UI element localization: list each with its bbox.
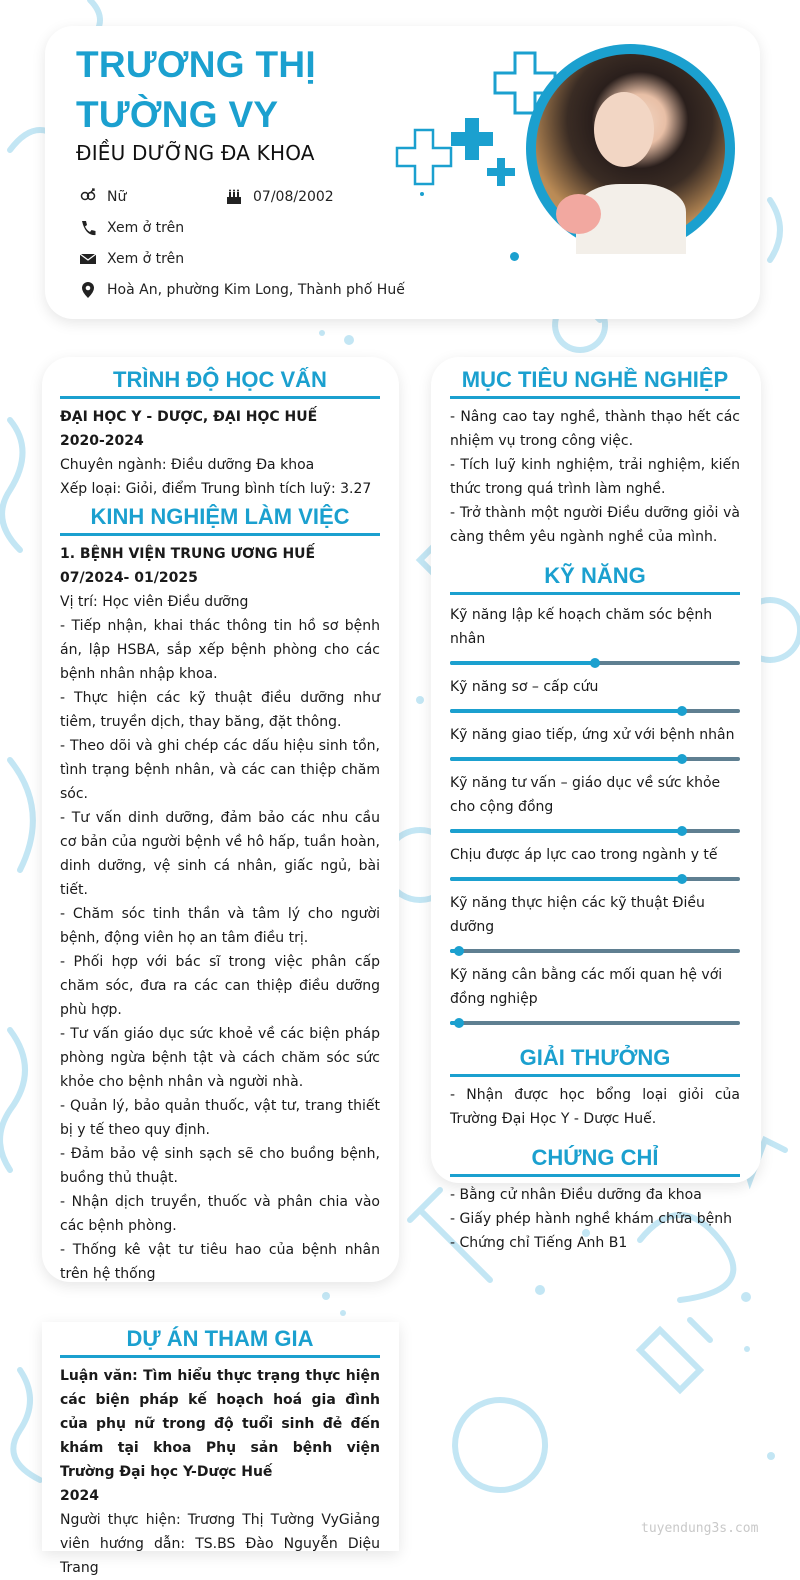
education-school: ĐẠI HỌC Y - DƯỢC, ĐẠI HỌC HUẾ xyxy=(60,409,318,425)
education-grade: Xếp loại: Giỏi, điểm Trung bình tích luỹ: 3.27 xyxy=(60,481,372,497)
location-pin-icon xyxy=(79,281,97,299)
avatar xyxy=(526,44,735,253)
experience-item: - Quản lý, bảo quản thuốc, vật tư, trang thiết bị y tế theo quy định. xyxy=(60,1098,380,1138)
objective-item: - Tích luỹ kinh nghiệm, trải nghiệm, kiến thức trong quá trình làm nghề. xyxy=(450,457,740,497)
name-line-2: TƯỜNG VY xyxy=(76,94,279,135)
skill-item xyxy=(450,963,740,1025)
skill-item xyxy=(450,891,740,953)
skill-level-knob xyxy=(454,946,464,956)
skill-item xyxy=(450,675,740,713)
experience-item: - Tiếp nhận, khai thác thông tin hồ sơ bệnh án, lập HSBA, sắp xếp bệnh phòng cho các bệnh nhân nhập khoa. xyxy=(60,618,380,682)
project-year: 2024 xyxy=(60,1488,99,1504)
skill-label: Kỹ năng sơ – cấp cứu xyxy=(450,679,599,695)
skill-level-knob xyxy=(677,706,687,716)
phone-icon xyxy=(79,219,97,237)
skill-level-knob xyxy=(590,658,600,668)
skill-item xyxy=(450,843,740,881)
skill-level-bar xyxy=(450,757,740,761)
experience-title: KINH NGHIỆM LÀM VIỆC xyxy=(60,504,380,536)
skill-level-bar xyxy=(450,877,740,881)
email-value[interactable]: Xem ở trên xyxy=(107,251,185,267)
address-row xyxy=(79,281,405,299)
skills-title: KỸ NĂNG xyxy=(450,563,740,595)
objective-title: MỤC TIÊU NGHỀ NGHIỆP xyxy=(450,367,740,399)
experience-item: - Nhận dịch truyền, thuốc và phân chia vào các bệnh phòng. xyxy=(60,1194,380,1234)
skill-label: Kỹ năng lập kế hoạch chăm sóc bệnh nhân xyxy=(450,607,713,647)
skill-item xyxy=(450,603,740,665)
certificates-title: CHỨNG CHỈ xyxy=(450,1145,740,1177)
education-major: Chuyên ngành: Điều dưỡng Đa khoa xyxy=(60,457,315,473)
experience-position: Vị trí: Học viên Điều dưỡng xyxy=(60,594,249,610)
experience-item: - Chăm sóc tinh thần và tâm lý cho người bệnh, động viên họ an tâm điều trị. xyxy=(60,906,380,946)
experience-item: - Tư vấn dinh dưỡng, đảm bảo các nhu cầu cơ bản của người bệnh về hô hấp, tuần hoàn, dinh dưỡng, vệ sinh cá nhân, giấc ngủ, bài tiết. xyxy=(60,810,380,898)
education-years: 2020-2024 xyxy=(60,433,144,449)
skill-level-bar xyxy=(450,949,740,953)
gender-icon xyxy=(79,188,97,206)
right-column-card xyxy=(431,357,761,1251)
decorative-dot xyxy=(510,252,519,261)
skill-level-bar xyxy=(450,829,740,833)
watermark: tuyendung3s.com xyxy=(641,1521,759,1536)
certificate-item: - Chứng chỉ Tiếng Anh B1 xyxy=(450,1235,628,1251)
birthday-cake-icon xyxy=(225,188,243,206)
skill-level-fill xyxy=(450,709,682,713)
project-thesis: Luận văn: Tìm hiểu thực trạng thực hiện các biện pháp kế hoạch hoá gia đình của phụ nữ trong độ tuổi sinh đẻ đến khám tại khoa Phụ sản bệnh viện Trường Đại học Y-Dược Huế xyxy=(60,1368,380,1480)
experience-item: - Thực hiện các kỹ thuật điều dưỡng như tiêm, truyền dịch, thay băng, đặt thông. xyxy=(60,690,380,730)
email-icon xyxy=(79,250,97,268)
skill-level-fill xyxy=(450,661,595,665)
skill-level-bar xyxy=(450,709,740,713)
skill-item xyxy=(450,771,740,833)
skill-level-bar xyxy=(450,1021,740,1025)
award-item: - Nhận được học bổng loại giỏi của Trường Đại Học Y - Dược Huế. xyxy=(450,1087,740,1127)
education-title: TRÌNH ĐỘ HỌC VẤN xyxy=(60,367,380,399)
skills-list xyxy=(450,603,740,1025)
experience-company: 1. BỆNH VIỆN TRUNG ƯƠNG HUẾ xyxy=(60,546,316,562)
projects-card xyxy=(42,1322,399,1576)
birthday-row xyxy=(225,188,334,206)
experience-item: - Tư vấn giáo dục sức khoẻ về các biện pháp phòng ngừa bệnh tật và cách chăm sóc sức khỏe cho bệnh nhân và người nhà. xyxy=(60,1026,380,1090)
objective-item: - Trở thành một người Điều dưỡng giỏi và càng thêm yêu ngành nghề của mình. xyxy=(450,505,740,545)
experience-item: - Theo dõi và ghi chép các dấu hiệu sinh tồn, tình trạng bệnh nhân, và các can thiệp chăm sóc. xyxy=(60,738,380,802)
experience-item: - Phối hợp với bác sĩ trong việc phân cấp chăm sóc, đưa ra các can thiệp điều dưỡng phù hợp. xyxy=(60,954,380,1018)
experience-item: - Đảm bảo vệ sinh sạch sẽ cho buồng bệnh, buồng thủ thuật. xyxy=(60,1146,380,1186)
job-title: ĐIỀU DƯỠNG ĐA KHOA xyxy=(76,141,315,165)
phone-row xyxy=(79,219,184,237)
skill-level-bar xyxy=(450,661,740,665)
gender-row xyxy=(79,188,126,206)
certificate-item: - Giấy phép hành nghề khám chữa bệnh xyxy=(450,1211,732,1227)
candidate-name xyxy=(76,40,316,140)
awards-title: GIẢI THƯỞNG xyxy=(450,1045,740,1077)
skill-item xyxy=(450,723,740,761)
projects-title: DỰ ÁN THAM GIA xyxy=(60,1326,380,1358)
certificate-item: - Bằng cử nhân Điều dưỡng đa khoa xyxy=(450,1187,702,1203)
project-performer: Người thực hiện: Trương Thị Tường VyGiảng viên hướng dẫn: TS.BS Đào Nguyễn Diệu Trang xyxy=(60,1512,380,1576)
experience-item: - Thống kê vật tư tiêu hao của bệnh nhân trên hệ thống xyxy=(60,1242,380,1282)
objective-item: - Nâng cao tay nghề, thành thạo hết các nhiệm vụ trong công việc. xyxy=(450,409,740,449)
skill-label: Kỹ năng tư vấn – giáo dục về sức khỏe cho cộng đồng xyxy=(450,775,721,815)
skill-label: Kỹ năng giao tiếp, ứng xử với bệnh nhân xyxy=(450,727,735,743)
profile-header-card xyxy=(45,26,760,319)
skill-level-knob xyxy=(677,826,687,836)
name-line-1: TRƯƠNG THỊ xyxy=(76,44,316,85)
skill-label: Chịu được áp lực cao trong ngành y tế xyxy=(450,847,718,863)
skill-level-fill xyxy=(450,829,682,833)
birthday-value: 07/08/2002 xyxy=(253,189,334,205)
skill-level-knob xyxy=(677,754,687,764)
left-column-card xyxy=(42,357,399,1282)
skill-level-knob xyxy=(454,1018,464,1028)
skill-level-knob xyxy=(677,874,687,884)
skill-label: Kỹ năng thực hiện các kỹ thuật Điều dưỡng xyxy=(450,895,705,935)
skill-level-fill xyxy=(450,757,682,761)
skill-label: Kỹ năng cân bằng các mối quan hệ với đồng nghiệp xyxy=(450,967,723,1007)
experience-period: 07/2024- 01/2025 xyxy=(60,570,198,586)
gender-value: Nữ xyxy=(107,189,127,205)
email-row xyxy=(79,250,184,268)
phone-value[interactable]: Xem ở trên xyxy=(107,220,185,236)
skill-level-fill xyxy=(450,877,682,881)
address-value: Hoà An, phường Kim Long, Thành phố Huế xyxy=(107,282,405,298)
